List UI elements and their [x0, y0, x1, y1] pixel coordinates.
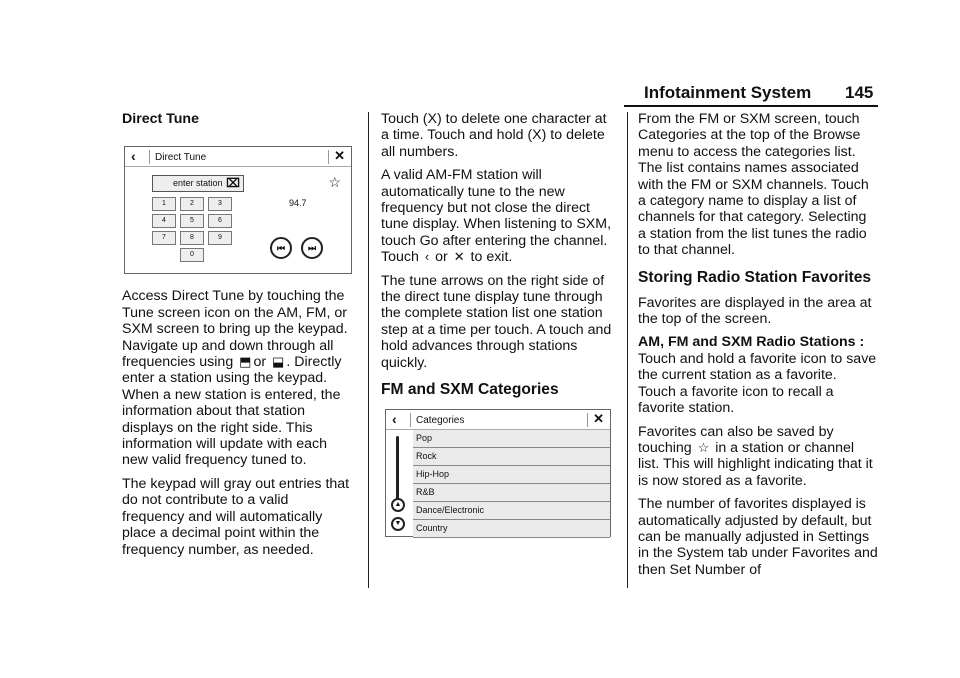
keypad-key: 0 [180, 248, 204, 262]
keypad-key: 5 [180, 214, 204, 228]
back-arrow-icon: ‹ [392, 411, 397, 428]
column-divider-left [368, 112, 369, 588]
favorites-list-text-b: in a station or channel list. This will highlight indicating that it is now stored as a favorite. [638, 439, 873, 489]
delete-character-paragraph: Touch (X) to delete one character at a time. Touch and hold (X) to delete all numbers. [381, 111, 607, 160]
keypad-key: 3 [208, 197, 232, 211]
left-column [122, 111, 354, 565]
keypad-key: 6 [208, 214, 232, 228]
section-title: Infotainment System [644, 83, 812, 102]
direct-tune-text-a: Access Direct Tune by touching the Tune screen icon on the AM, FM, or SXM screen to bring up the keypad. Navigate up and down through all frequencies using [122, 288, 348, 371]
page-header [0, 76, 960, 106]
or-word: or [435, 249, 448, 266]
direct-tune-paragraph-2: The keypad will gray out entries that do not contribute to a valid frequency and will automatically place a decimal point within the frequency number, as needed. [122, 475, 350, 558]
direct-tune-title-bar [125, 147, 351, 167]
entry-label: enter station [173, 178, 223, 189]
keypad-key: 4 [152, 214, 176, 228]
header-rule [624, 105, 878, 107]
category-item: Pop [413, 430, 610, 448]
direct-tune-text-b: . Directly enter a station using the keypad. When a new station is entered, the information about that station displays on the right side. This information will update with each new valid frequency tuned to. [122, 354, 342, 469]
favorites-list-text-a: Favorites can also be saved by touching [638, 423, 834, 456]
column-divider-right [627, 112, 628, 588]
title-separator [410, 413, 411, 427]
title-separator [149, 150, 150, 164]
categories-title-bar [386, 410, 610, 430]
favorite-star-icon: ☆ [328, 174, 341, 191]
valid-station-text-a: A valid AM-FM station will automatically tune to the new frequency but not close the direct tune display. When listening to SXM, touch Go after entering the channel. Touch [381, 167, 612, 266]
direct-tune-paragraph-1 [122, 288, 354, 468]
close-icon: ✕ [593, 411, 604, 427]
tune-down-icon: ⏮ [270, 237, 292, 259]
keypad-key: 7 [152, 231, 176, 245]
scroll-down-icon: ▼ [391, 517, 405, 531]
close-icon: ✕ [334, 148, 345, 164]
categories-list [413, 430, 610, 538]
back-icon: ‹ [424, 249, 430, 265]
back-arrow-icon: ‹ [131, 148, 136, 165]
close-x-icon: ✕ [453, 249, 465, 265]
save-favorite-paragraph [638, 334, 878, 416]
category-item: Hip-Hop [413, 466, 610, 484]
close-separator [328, 150, 329, 164]
direct-tune-heading: Direct Tune [122, 111, 199, 127]
storing-favorites-heading: Storing Radio Station Favorites [638, 268, 872, 286]
favorite-star-icon: ☆ [697, 439, 710, 455]
scrollbar-track [396, 436, 399, 500]
save-favorite-text: Touch and hold a favorite icon to save the current station as a favorite. Touch a favorite icon to recall a favorite station. [638, 350, 877, 417]
favorites-number-paragraph: The number of favorites displayed is automatically adjusted by default, but can be manually adjusted in Settings in the System tab under Favorites and then Set Number of [638, 496, 878, 578]
tune-arrows-paragraph: The tune arrows on the right side of the direct tune display tune through the complete station list one station step at a time per touch. A touch and hold advances through stations quickly. [381, 272, 612, 371]
scroll-up-icon: ▲ [391, 498, 405, 512]
direct-tune-screen-title: Direct Tune [155, 152, 207, 164]
valid-station-text-b: to exit. [470, 249, 513, 266]
category-item: R&B [413, 484, 610, 502]
close-separator [587, 413, 588, 427]
tune-down-arrow-icon: ⬒ [239, 354, 252, 370]
direct-tune-screen-illustration [124, 146, 352, 274]
delete-character-icon: ⌧ [226, 176, 240, 191]
radio-stations-label: AM, FM and SXM Radio Stations : [638, 334, 865, 351]
category-item: Country [413, 520, 610, 538]
favorites-location-paragraph: Favorites are displayed in the area at the top of the screen. [638, 294, 872, 328]
category-item: Rock [413, 448, 610, 466]
or-word: or [253, 354, 267, 371]
keypad-key: 9 [208, 231, 232, 245]
keypad-key: 1 [152, 197, 176, 211]
category-item: Dance/Electronic [413, 502, 610, 520]
station-entry-field [152, 175, 244, 192]
valid-station-paragraph [381, 167, 615, 265]
keypad-key: 8 [180, 231, 204, 245]
categories-screen-title: Categories [416, 415, 465, 427]
favorites-list-paragraph [638, 424, 878, 490]
categories-screen-illustration [385, 409, 611, 537]
tune-up-icon: ⏭ [301, 237, 323, 259]
fm-sxm-categories-heading: FM and SXM Categories [381, 381, 559, 399]
tune-up-arrow-icon: ⬓ [272, 354, 285, 370]
categories-paragraph: From the FM or SXM screen, touch Categories at the top of the Browse menu to access the categories list. The list contains names associated with the FM or SXM channels. Touch a category name to display a list of channels for that category. Selecting a station from the list tunes the radio to that channel. [638, 111, 869, 259]
right-column [638, 111, 878, 585]
middle-column [381, 111, 615, 537]
frequency-display: 94.7 [289, 198, 307, 209]
page-number: 145 [845, 83, 874, 102]
keypad-key: 2 [180, 197, 204, 211]
